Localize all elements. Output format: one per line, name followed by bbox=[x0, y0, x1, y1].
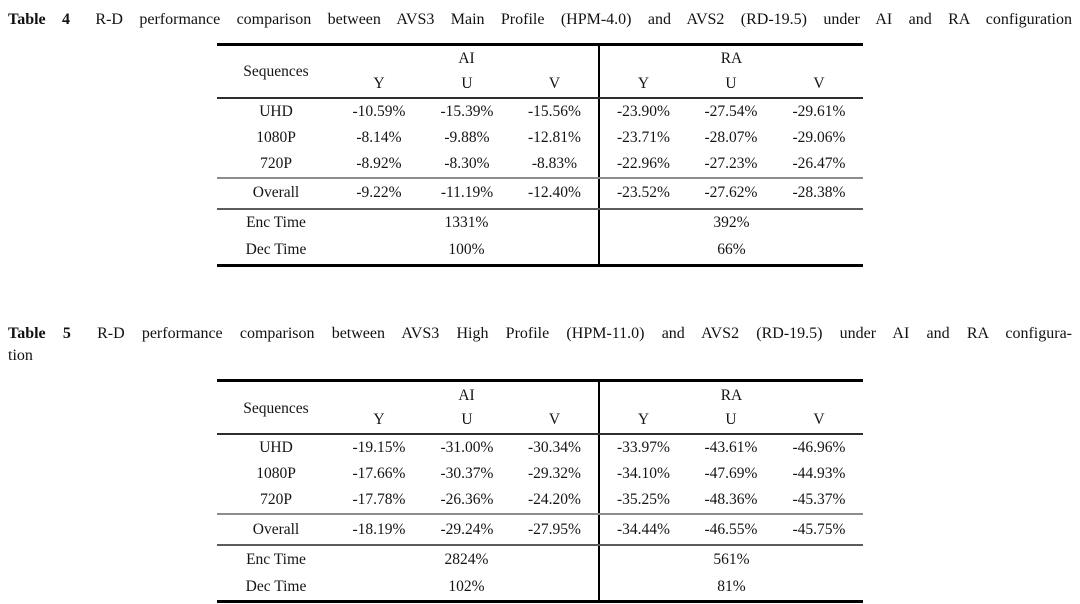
cell: -29.06% bbox=[792, 128, 846, 146]
table4-col-ai-y: Y bbox=[335, 71, 423, 98]
table4-col-ai-u: U bbox=[423, 71, 511, 98]
table5-sequences-header: Sequences bbox=[217, 381, 335, 435]
table4-ra-group-header: RA bbox=[599, 44, 863, 71]
table5-ra-group-header: RA bbox=[599, 381, 863, 408]
cell: -29.24% bbox=[423, 514, 511, 545]
cell: -46.55% bbox=[687, 514, 775, 545]
cell: -44.93% bbox=[792, 465, 846, 483]
cell: -15.56% bbox=[528, 102, 581, 120]
cell: -24.20% bbox=[511, 487, 599, 514]
cell: -33.97% bbox=[599, 434, 687, 461]
row-label: 720P bbox=[217, 151, 335, 178]
cell: -8.83% bbox=[511, 151, 599, 178]
cell: -30.37% bbox=[440, 465, 494, 483]
enc-time-ra-value: 392% bbox=[599, 209, 863, 237]
cell: -34.10% bbox=[599, 461, 687, 487]
cell: -45.37% bbox=[775, 487, 863, 514]
cell: -8.30% bbox=[423, 151, 511, 178]
row-label: 1080P bbox=[256, 465, 296, 483]
table4-ai-group-header: AI bbox=[458, 50, 475, 68]
table5-row-uhd bbox=[217, 434, 863, 461]
table4-col-ra-u: U bbox=[687, 71, 775, 98]
row-label: 1080P bbox=[256, 128, 296, 146]
cell: -23.52% bbox=[599, 178, 687, 209]
dec-time-ai-value: 100% bbox=[448, 241, 485, 259]
row-label: Overall bbox=[217, 514, 335, 545]
cell: -11.19% bbox=[423, 178, 511, 209]
table5-row-1080p bbox=[217, 461, 863, 487]
cell: -9.88% bbox=[444, 128, 490, 146]
table5-caption bbox=[8, 323, 1072, 346]
cell: -27.95% bbox=[511, 514, 599, 545]
table4-col-ai-v: V bbox=[511, 71, 599, 98]
cell: -19.15% bbox=[352, 439, 406, 457]
table5 bbox=[217, 379, 863, 603]
table5-caption-label: Table 5 bbox=[8, 324, 71, 342]
table4-group-header-row bbox=[217, 44, 863, 71]
row-label: 720P bbox=[217, 487, 335, 514]
cell: -45.75% bbox=[775, 514, 863, 545]
row-label: UHD bbox=[259, 102, 293, 120]
table5-caption-text-line1: R-D performance comparison between AVS3 High Profile (HPM-11.0) and AVS2 (RD-19.5) under AI and RA configura- bbox=[97, 324, 1073, 342]
table4-row-uhd bbox=[217, 98, 863, 125]
cell: -22.96% bbox=[599, 151, 687, 178]
table5-col-ra-u: U bbox=[687, 407, 775, 434]
dec-time-ra-value: 66% bbox=[599, 237, 863, 266]
table5-col-ai-y: Y bbox=[335, 407, 423, 434]
cell: -31.00% bbox=[440, 439, 494, 457]
row-label: Enc Time bbox=[246, 550, 306, 568]
row-label: Overall bbox=[217, 178, 335, 209]
cell: -43.61% bbox=[704, 439, 758, 457]
cell: -12.40% bbox=[511, 178, 599, 209]
table4 bbox=[217, 43, 863, 267]
cell: -34.44% bbox=[599, 514, 687, 545]
cell: -48.36% bbox=[687, 487, 775, 514]
cell: -27.23% bbox=[687, 151, 775, 178]
table5-col-ra-v: V bbox=[775, 407, 863, 434]
table4-row-720p bbox=[217, 151, 863, 178]
spacer bbox=[8, 267, 1072, 323]
cell: -8.92% bbox=[335, 151, 423, 178]
table4-caption-text: R-D performance comparison between AVS3 Main Profile (HPM-4.0) and AVS2 (RD-19.5) under AI and RA configuration bbox=[95, 11, 1072, 28]
cell: -27.54% bbox=[704, 102, 758, 120]
cell: -28.38% bbox=[775, 178, 863, 209]
cell: -27.62% bbox=[687, 178, 775, 209]
table4-sequences-header: Sequences bbox=[217, 44, 335, 98]
table4-row-enc-time bbox=[217, 209, 863, 237]
cell: -29.32% bbox=[528, 465, 581, 483]
cell: -46.96% bbox=[792, 439, 846, 457]
enc-time-ai-value: 2824% bbox=[444, 550, 489, 568]
cell: -23.71% bbox=[599, 125, 687, 151]
table4-col-ra-y: Y bbox=[599, 71, 687, 98]
enc-time-ra-value: 561% bbox=[599, 545, 863, 573]
cell: -18.19% bbox=[335, 514, 423, 545]
cell: -47.69% bbox=[704, 465, 758, 483]
cell: -26.47% bbox=[775, 151, 863, 178]
row-label: Dec Time bbox=[245, 241, 307, 259]
table5-row-enc-time bbox=[217, 545, 863, 573]
cell: -15.39% bbox=[440, 102, 494, 120]
table5-caption-line2: tion bbox=[8, 347, 33, 365]
cell: -8.14% bbox=[356, 128, 402, 146]
table4-caption bbox=[8, 9, 1072, 32]
row-label: UHD bbox=[259, 439, 293, 457]
cell: -23.90% bbox=[599, 98, 687, 125]
table5-row-dec-time bbox=[217, 573, 863, 602]
row-label: Dec Time bbox=[245, 577, 307, 595]
table5-row-overall bbox=[217, 514, 863, 545]
cell: -10.59% bbox=[352, 102, 406, 120]
enc-time-ai-value: 1331% bbox=[444, 214, 489, 232]
row-label: Enc Time bbox=[246, 214, 306, 232]
table4-row-overall bbox=[217, 178, 863, 209]
dec-time-ra-value: 81% bbox=[599, 573, 863, 602]
table5-group-header-row bbox=[217, 381, 863, 408]
table5-col-ra-y: Y bbox=[599, 407, 687, 434]
table4-caption-label: Table 4 bbox=[8, 11, 71, 28]
table5-col-ai-v: V bbox=[511, 407, 599, 434]
cell: -30.34% bbox=[528, 439, 581, 457]
table4-row-dec-time bbox=[217, 237, 863, 266]
cell: -17.66% bbox=[352, 465, 406, 483]
cell: -17.78% bbox=[335, 487, 423, 514]
cell: -28.07% bbox=[704, 128, 758, 146]
cell: -29.61% bbox=[792, 102, 846, 120]
table4-col-ra-v: V bbox=[775, 71, 863, 98]
cell: -35.25% bbox=[599, 487, 687, 514]
table5-col-ai-u: U bbox=[423, 407, 511, 434]
table5-row-720p bbox=[217, 487, 863, 514]
dec-time-ai-value: 102% bbox=[448, 577, 485, 595]
table4-row-1080p bbox=[217, 125, 863, 151]
cell: -26.36% bbox=[423, 487, 511, 514]
cell: -12.81% bbox=[528, 128, 581, 146]
cell: -9.22% bbox=[335, 178, 423, 209]
table5-ai-group-header: AI bbox=[458, 386, 475, 404]
